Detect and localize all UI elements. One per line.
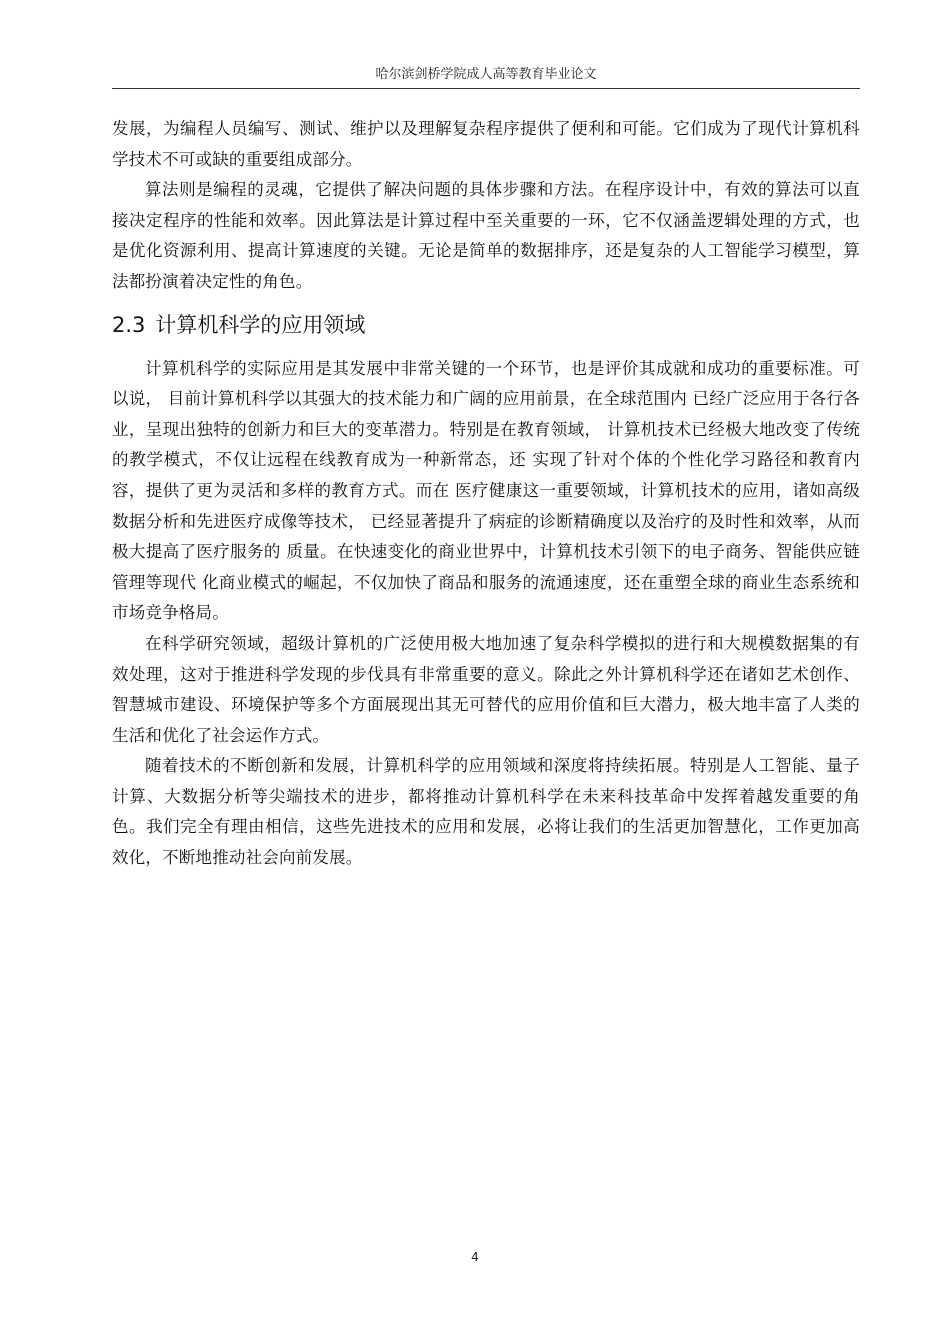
paragraph-applications: 计算机科学的实际应用是其发展中非常关键的一个环节，也是评价其成就和成功的重要标准。可以说， 目前计算机科学以其强大的技术能力和广阔的应用前景，在全球范围内 已经广泛应用于各行各业，呈现出独特的创新力和巨大的变革潜力。特别是在教育领域， 计算机技术已经极大地改变了传统的教学模式，不仅让远程在线教育成为一种新常态，还 实现了针对个体的个性化学习路径和教育内容，提供了更为灵活和多样的教育方式。而在 医疗健康这一重要领域，计算机技术的应用，诸如高级数据分析和先进医疗成像等技术， 已经显著提升了病症的诊断精确度以及治疗的及时性和效率，从而极大提高了医疗服务的 质量。在快速变化的商业世界中，计算机技术引领下的电子商务、智能供应链管理等现代 化商业模式的崛起，不仅加快了商品和服务的流通速度，还在重塑全球的商业生态系统和 市场竞争格局。 <box>112 358 860 623</box>
page-number: 4 <box>471 1250 479 1264</box>
section-title: 计算机科学的应用领域 <box>155 312 366 337</box>
page-header <box>112 66 860 89</box>
document-body <box>112 114 860 874</box>
section-number: 2.3 <box>112 312 146 337</box>
paragraph-research: 在科学研究领域，超级计算机的广泛使用极大地加速了复杂科学模拟的进行和大规模数据集的有效处理，这对于推进科学发现的步伐具有非常重要的意义。除此之外计算机科学还在诸如艺术创作、智慧城市建设、环境保护等多个方面展现出其无可替代的应用价值和巨大潜力，极大地丰富了人类的生活和优化了社会运作方式。 <box>112 633 860 745</box>
section-heading <box>112 310 860 340</box>
header-title: 哈尔滨剑桥学院成人高等教育毕业论文 <box>375 67 597 82</box>
paragraph-algorithm: 算法则是编程的灵魂，它提供了解决问题的具体步骤和方法。在程序设计中，有效的算法可以直接决定程序的性能和效率。因此算法是计算过程中至关重要的一环，它不仅涵盖逻辑处理的方式，也是优化资源利用、提高计算速度的关键。无论是简单的数据排序，还是复杂的人工智能学习模型，算法都扮演着决定性的角色。 <box>112 180 860 291</box>
paragraph-future: 随着技术的不断创新和发展，计算机科学的应用领域和深度将持续拓展。特别是人工智能、量子计算、大数据分析等尖端技术的进步，都将推动计算机科学在未来科技革命中发挥着越发重要的角色。我们完全有理由相信，这些先进技术的应用和发展，必将让我们的生活更加智慧化，工作更加高效化，不断地推动社会向前发展。 <box>112 756 860 868</box>
paragraph-continued: 发展，为编程人员编写、测试、维护以及理解复杂程序提供了便利和可能。它们成为了现代计算机科学技术不可或缺的重要组成部分。 <box>112 119 860 169</box>
